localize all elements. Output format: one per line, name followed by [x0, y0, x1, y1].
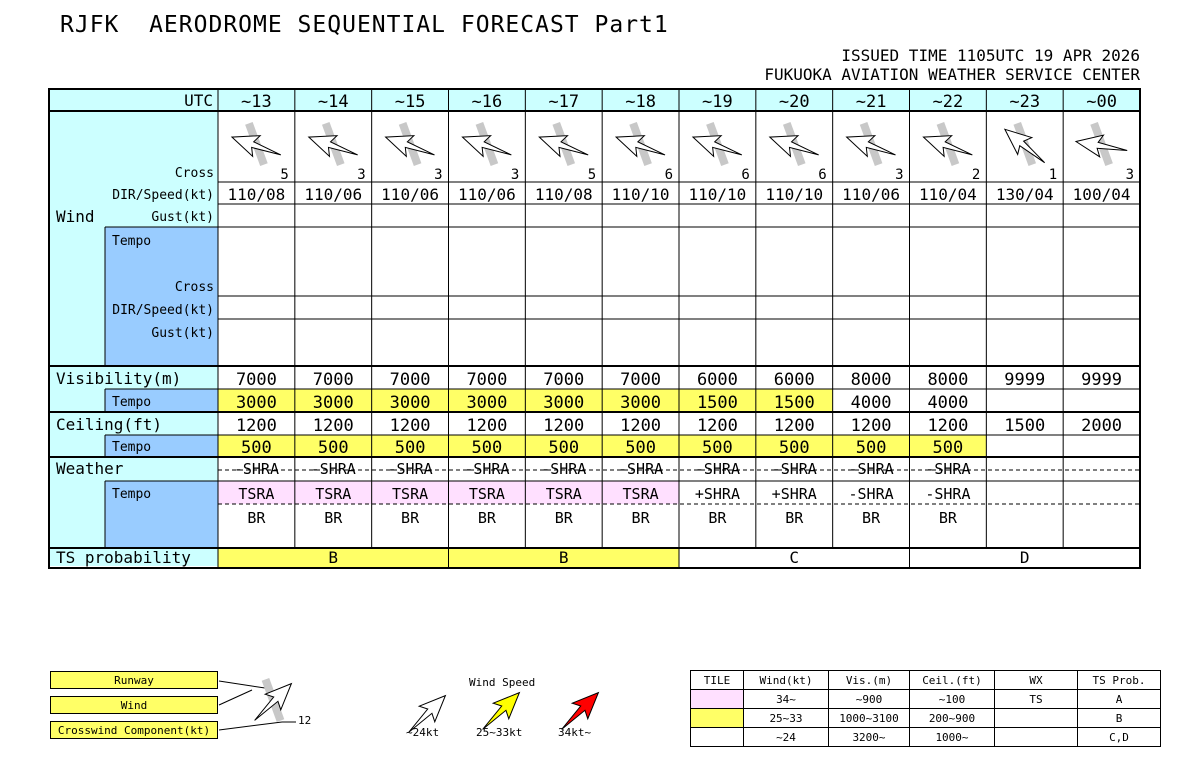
criteria-header: Wind(kt) — [744, 671, 829, 690]
criteria-header-row — [691, 671, 1161, 690]
criteria-wx — [995, 728, 1078, 747]
visibility-tempo-value: 3000 — [620, 393, 662, 413]
visibility-value: 7000 — [389, 370, 431, 390]
visibility-label: Visibility(m) — [56, 369, 182, 388]
criteria-wind: ~24 — [744, 728, 829, 747]
ts-probability-value: B — [558, 548, 569, 567]
utc-hour: ~16 — [471, 92, 503, 112]
legend-runway: Runway — [50, 671, 218, 689]
ceiling-tempo-value: 500 — [855, 438, 887, 458]
utc-label: UTC — [184, 91, 213, 110]
crosswind-value: 3 — [434, 167, 443, 183]
weather-value: -SHRA — [925, 460, 971, 478]
wind-arrow-shape — [247, 676, 299, 728]
weather-tempo-value-2: BR — [401, 509, 420, 527]
wind-dir-speed: 130/04 — [995, 185, 1054, 204]
criteria-row — [691, 690, 1161, 709]
tempo-gust-label: Gust(kt) — [151, 326, 214, 341]
crosswind-value: 1 — [1048, 167, 1058, 183]
weather-tempo-value-2: BR — [554, 509, 573, 527]
utc-hour: ~22 — [932, 92, 964, 112]
visibility-tempo-value: 1500 — [696, 393, 738, 413]
utc-hour: ~00 — [1086, 92, 1117, 112]
ceiling-value: 1200 — [927, 416, 969, 436]
wind-dir-speed: 110/06 — [304, 185, 363, 204]
visibility-tempo-value: 3000 — [389, 393, 431, 413]
criteria-wx: TS — [995, 690, 1078, 709]
weather-value: -SHRA — [771, 460, 817, 478]
criteria-row — [691, 728, 1161, 747]
criteria-ceil: 1000~ — [910, 728, 995, 747]
visibility-value: 8000 — [927, 370, 969, 390]
crosswind-value: 5 — [280, 167, 289, 183]
visibility-value: 6000 — [696, 370, 738, 390]
crosswind-value: 5 — [587, 167, 597, 183]
utc-hour: ~14 — [317, 92, 349, 112]
utc-hour: ~18 — [625, 92, 656, 112]
wind-dir-speed: 110/08 — [534, 185, 593, 204]
ts-probability-value: D — [1019, 548, 1030, 567]
criteria-tile-swatch — [691, 709, 744, 728]
wind-dir-speed: 110/06 — [458, 185, 516, 204]
visibility-value: 7000 — [312, 370, 354, 390]
weather-tempo-value: -SHRA — [848, 485, 894, 503]
crosswind-value: 6 — [818, 167, 827, 183]
crosswind-value: 3 — [1125, 167, 1134, 183]
ceiling-value: 1200 — [620, 416, 662, 436]
ceiling-value: 2000 — [1081, 416, 1123, 436]
visibility-value: 9999 — [1081, 370, 1123, 390]
visibility-value: 8000 — [850, 370, 892, 390]
ts-probability-value: B — [328, 548, 339, 567]
weather-tempo-value-2: BR — [938, 509, 957, 527]
weather-tempo-value: TSRA — [468, 485, 505, 503]
visibility-tempo-value: 4000 — [850, 393, 892, 413]
utc-hour: ~15 — [394, 92, 426, 112]
visibility-tempo-value: 3000 — [235, 393, 277, 413]
ceiling-value: 1200 — [389, 416, 431, 436]
legend-crosswind: Crosswind Component(kt) — [50, 721, 218, 739]
criteria-header: TS Prob. — [1078, 671, 1161, 690]
ceiling-tempo-value: 500 — [625, 438, 656, 458]
wind-speed-high-label: 34kt~ — [558, 726, 592, 739]
issued-time: ISSUED TIME 1105UTC 19 APR 2026 — [841, 46, 1140, 65]
tempo-dir-speed-label: DIR/Speed(kt) — [112, 303, 214, 318]
visibility-value: 7000 — [235, 370, 277, 390]
wind-arrow-icon — [1074, 131, 1129, 162]
legend-leader-line — [219, 690, 252, 705]
wind-speed-mid-label: 25~33kt — [476, 726, 523, 739]
weather-tempo-value: TSRA — [315, 485, 352, 503]
ceiling-value: 1200 — [543, 416, 585, 436]
criteria-ts: B — [1078, 709, 1161, 728]
ceiling-value: 1200 — [850, 416, 892, 436]
visibility-value: 9999 — [1004, 370, 1046, 390]
ceiling-value: 1200 — [696, 416, 738, 436]
weather-tempo-value: TSRA — [392, 485, 429, 503]
cross-label: Cross — [174, 166, 214, 181]
wind-arrow-shape — [998, 121, 1052, 171]
criteria-vis: ~900 — [829, 690, 910, 709]
ceiling-tempo-value: 500 — [471, 438, 503, 458]
weather-value: -SHRA — [694, 460, 740, 478]
utc-hour: ~23 — [1009, 92, 1041, 112]
weather-tempo-value-2: BR — [631, 509, 650, 527]
criteria-tile-swatch — [691, 728, 744, 747]
criteria-header: WX — [995, 671, 1078, 690]
wind-speed-legend-title: Wind Speed — [469, 676, 536, 689]
criteria-header: Vis.(m) — [829, 671, 910, 690]
ceiling-tempo-value: 500 — [932, 438, 964, 458]
wx-tempo-label: Tempo — [112, 487, 152, 502]
visibility-value: 7000 — [466, 370, 508, 390]
criteria-header: Ceil.(ft) — [910, 671, 995, 690]
dir-speed-label: DIR/Speed(kt) — [112, 188, 214, 203]
visibility-value: 7000 — [620, 370, 662, 390]
weather-label: Weather — [56, 459, 124, 478]
vis-tempo-label: Tempo — [112, 395, 152, 410]
wind-dir-speed: 110/08 — [227, 185, 286, 204]
visibility-tempo-value: 3000 — [543, 393, 585, 413]
visibility-tempo-value: 1500 — [773, 393, 815, 413]
visibility-value: 6000 — [773, 370, 815, 390]
wind-speed-low-label: ~24kt — [406, 726, 440, 739]
crosswind-value: 3 — [510, 167, 520, 183]
issuing-center: FUKUOKA AVIATION WEATHER SERVICE CENTER — [764, 65, 1140, 84]
legend-wind: Wind — [50, 696, 218, 714]
ceiling-tempo-value: 500 — [778, 438, 810, 458]
legend-cross-example: 12 — [298, 714, 312, 727]
ceiling-value: 1500 — [1004, 416, 1046, 436]
ceiling-tempo-value: 500 — [548, 438, 580, 458]
weather-tempo-value-2: BR — [862, 509, 881, 527]
legend-leader-line — [219, 681, 265, 688]
utc-hour: ~19 — [702, 92, 733, 112]
weather-value: -SHRA — [848, 460, 894, 478]
weather-tempo-value: TSRA — [622, 485, 659, 503]
wind-label: Wind — [56, 207, 95, 226]
utc-hour: ~20 — [778, 92, 810, 112]
visibility-tempo-value: 3000 — [466, 393, 508, 413]
criteria-tile-swatch — [691, 690, 744, 709]
weather-tempo-value-2: BR — [247, 509, 266, 527]
ts-probability-value: C — [789, 548, 800, 567]
ceil-tempo-label: Tempo — [112, 440, 152, 455]
wind-dir-speed: 110/06 — [381, 185, 439, 204]
criteria-row — [691, 709, 1161, 728]
crosswind-value: 6 — [664, 167, 673, 183]
wind-dir-speed: 110/10 — [688, 185, 747, 204]
ceiling-tempo-value: 500 — [317, 438, 349, 458]
ceiling-value: 1200 — [235, 416, 277, 436]
criteria-wind: 34~ — [744, 690, 829, 709]
wind-dir-speed: 110/06 — [842, 185, 900, 204]
weather-tempo-value: TSRA — [238, 485, 275, 503]
weather-tempo-value-2: BR — [477, 509, 496, 527]
ts-probability-label: TS probability — [56, 548, 191, 567]
criteria-header: TILE — [691, 671, 744, 690]
page-title: RJFK AERODROME SEQUENTIAL FORECAST Part1 — [60, 12, 669, 38]
visibility-value: 7000 — [543, 370, 585, 390]
weather-tempo-value: TSRA — [545, 485, 582, 503]
wind-arrow-icon — [998, 121, 1052, 171]
tempo-cross-label: Cross — [174, 280, 214, 295]
criteria-ceil: 200~900 — [910, 709, 995, 728]
utc-hour: ~13 — [241, 92, 272, 112]
weather-tempo-value: -SHRA — [925, 485, 971, 503]
visibility-tempo-value: 3000 — [312, 393, 354, 413]
visibility-tempo-value: 4000 — [927, 393, 969, 413]
weather-value: -SHRA — [464, 460, 510, 478]
weather-tempo-value-2: BR — [785, 509, 804, 527]
criteria-vis: 1000~3100 — [829, 709, 910, 728]
utc-hour: ~17 — [548, 92, 580, 112]
wind-arrow-shape — [1074, 131, 1129, 162]
ceiling-value: 1200 — [312, 416, 354, 436]
weather-value: -SHRA — [387, 460, 433, 478]
ceiling-tempo-value: 500 — [702, 438, 733, 458]
crosswind-value: 6 — [741, 167, 750, 183]
gust-label: Gust(kt) — [151, 210, 214, 225]
weather-tempo-value: +SHRA — [694, 485, 740, 503]
wind-dir-speed: 110/10 — [611, 185, 670, 204]
ceiling-value: 1200 — [773, 416, 815, 436]
legend-wind-arrow-icon — [247, 676, 299, 728]
utc-hour: ~21 — [855, 92, 887, 112]
criteria-wx — [995, 709, 1078, 728]
legend-leader-line — [219, 722, 282, 730]
wind-dir-speed: 100/04 — [1072, 185, 1131, 204]
ceiling-value: 1200 — [466, 416, 508, 436]
weather-tempo-value: +SHRA — [771, 485, 817, 503]
criteria-ts: A — [1078, 690, 1161, 709]
ceiling-label: Ceiling(ft) — [56, 415, 162, 434]
ceiling-tempo-value: 500 — [394, 438, 426, 458]
wind-tempo-label: Tempo — [112, 234, 152, 249]
weather-value: -SHRA — [541, 460, 587, 478]
crosswind-value: 3 — [895, 167, 904, 183]
crosswind-value: 3 — [357, 167, 366, 183]
criteria-ts: C,D — [1078, 728, 1161, 747]
weather-value: -SHRA — [310, 460, 356, 478]
weather-value: -SHRA — [618, 460, 664, 478]
criteria-vis: 3200~ — [829, 728, 910, 747]
ceiling-tempo-value: 500 — [241, 438, 272, 458]
wind-dir-speed: 110/04 — [919, 185, 977, 204]
weather-tempo-value-2: BR — [324, 509, 343, 527]
criteria-ceil: ~100 — [910, 690, 995, 709]
weather-value: -SHRA — [233, 460, 279, 478]
wind-dir-speed: 110/10 — [765, 185, 824, 204]
crosswind-value: 2 — [971, 167, 981, 183]
weather-tempo-value-2: BR — [708, 509, 727, 527]
criteria-wind: 25~33 — [744, 709, 829, 728]
criteria-table — [690, 670, 1161, 747]
